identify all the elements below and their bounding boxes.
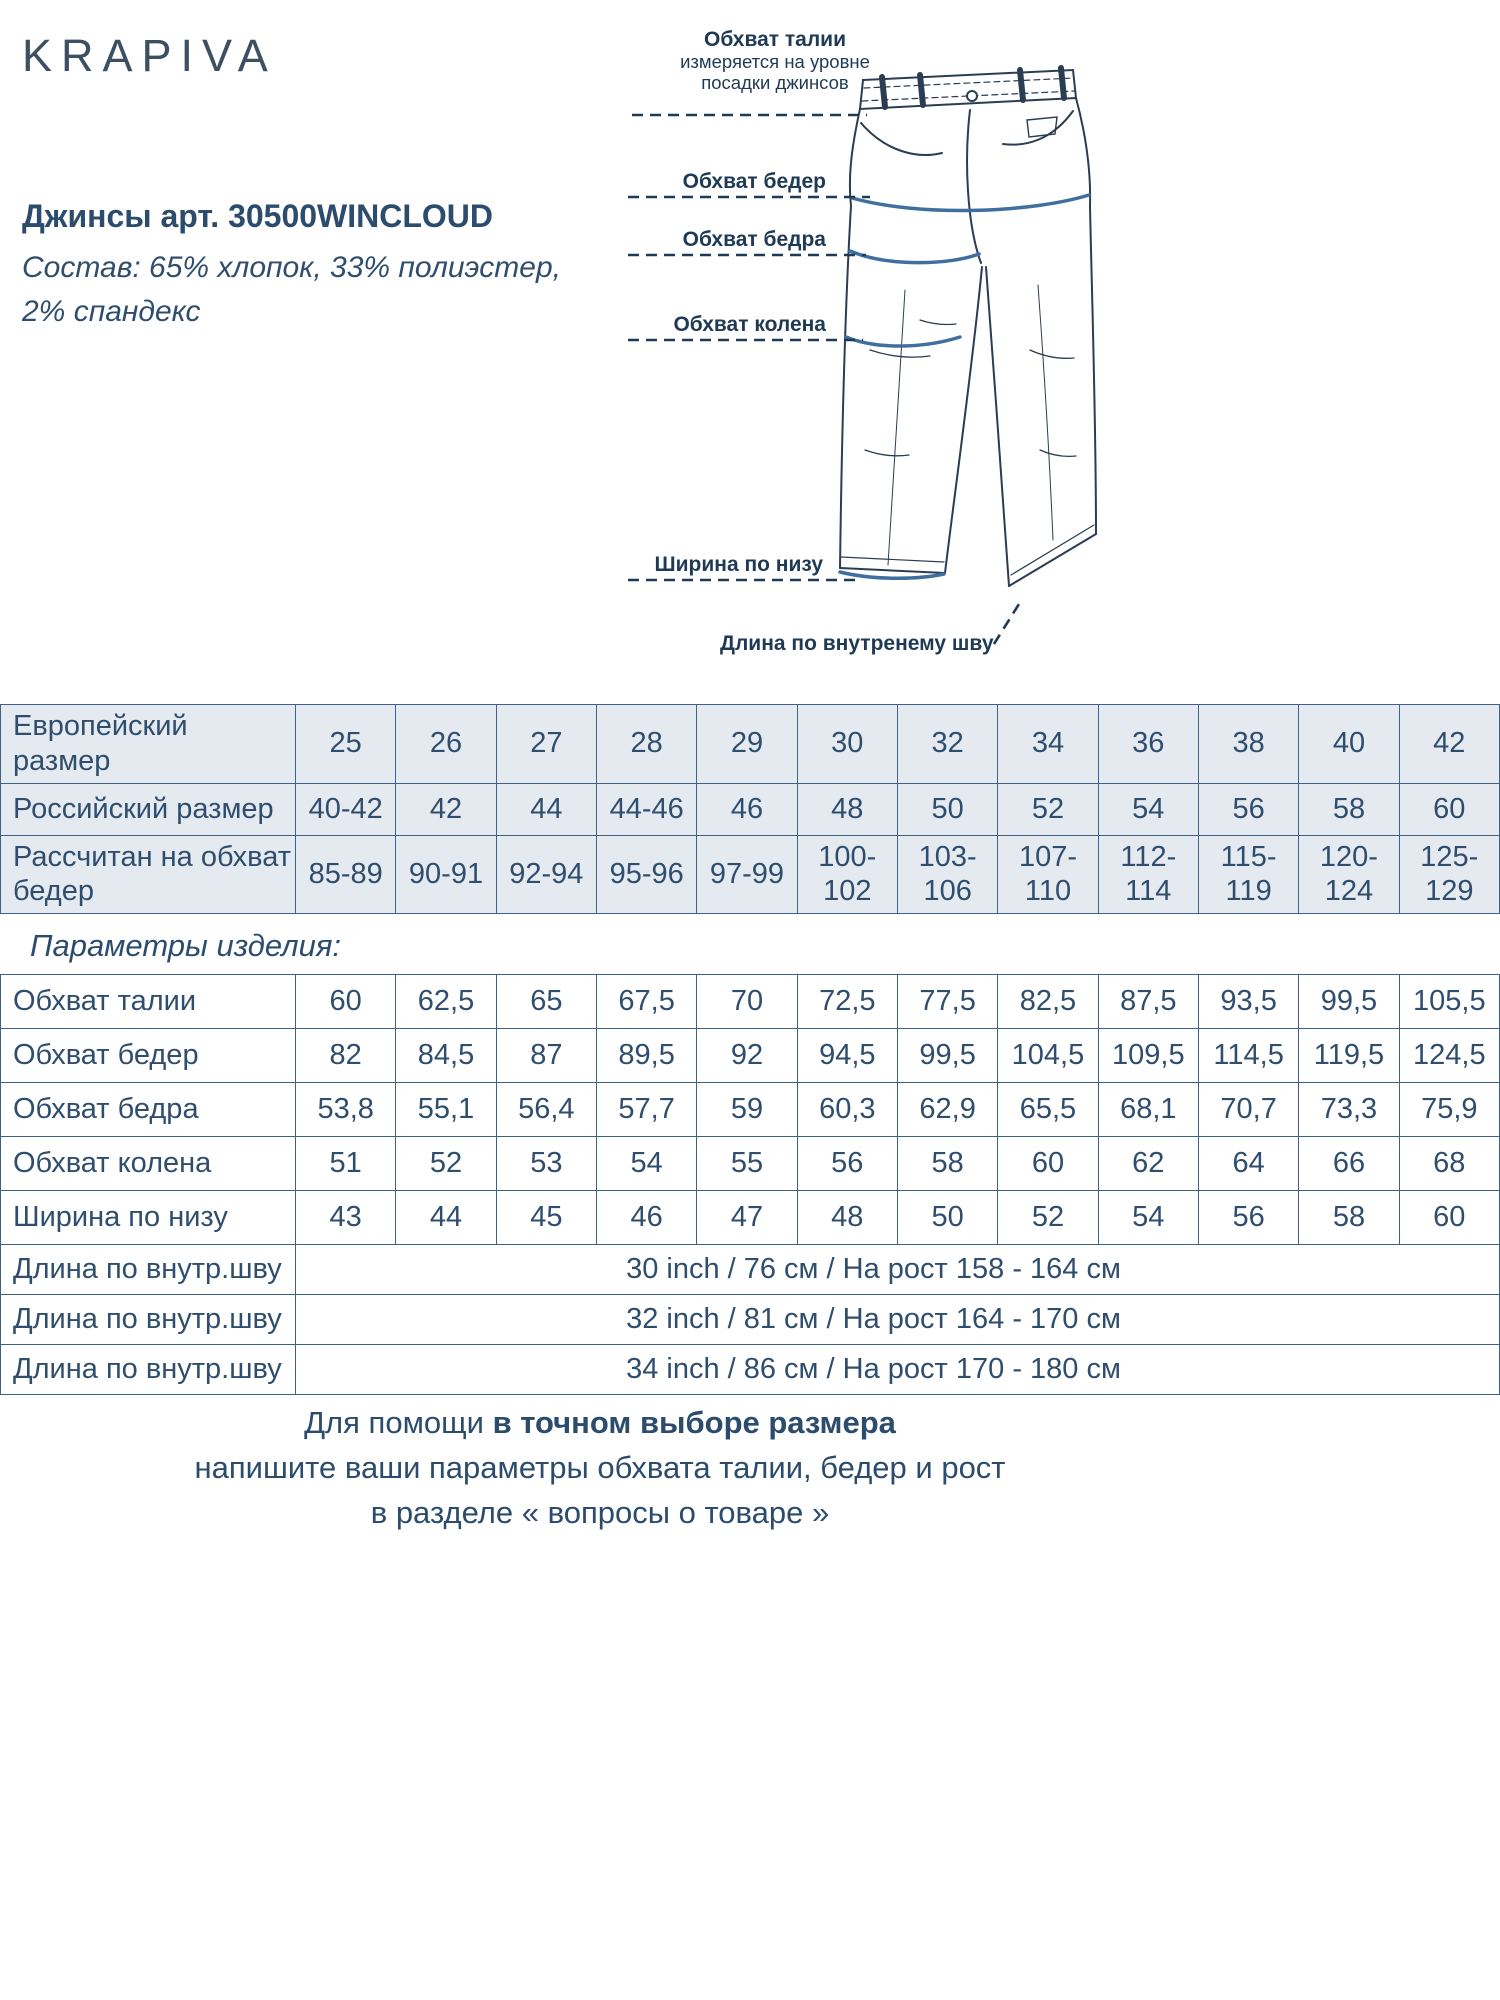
label-bottom-width: Ширина по низу [654, 553, 823, 576]
thigh-curve [850, 251, 979, 263]
table-cell: 55,1 [396, 1083, 496, 1137]
table-cell: 25 [296, 705, 396, 784]
table-cell: 103-106 [897, 835, 997, 914]
table-cell: 59 [697, 1083, 797, 1137]
table-row [1, 783, 1500, 835]
table-cell: 53,8 [296, 1083, 396, 1137]
table-cell: 54 [1098, 1191, 1198, 1245]
table-cell: 62,9 [897, 1083, 997, 1137]
footer-line-1-bold: в точном выборе размера [492, 1405, 896, 1440]
table-cell: 64 [1198, 1137, 1298, 1191]
jeans-illustration [620, 20, 1180, 690]
product-parameters-table [0, 974, 1500, 1395]
table-cell: 56,4 [496, 1083, 596, 1137]
table-cell: 115-119 [1198, 835, 1298, 914]
table-cell: 104,5 [998, 1029, 1098, 1083]
table-cell: 114,5 [1198, 1029, 1298, 1083]
table-cell: 75,9 [1399, 1083, 1499, 1137]
fly-seam [967, 110, 981, 263]
table-row [1, 1295, 1500, 1345]
table-cell: 50 [897, 1191, 997, 1245]
table-cell: 124,5 [1399, 1029, 1499, 1083]
table-cell: 58 [1299, 783, 1399, 835]
table-cell: 120-124 [1299, 835, 1399, 914]
table-cell: 26 [396, 705, 496, 784]
footer-line-1 [0, 1405, 1200, 1441]
table-cell: 97-99 [697, 835, 797, 914]
table-cell: 58 [897, 1137, 997, 1191]
table-cell: 92 [697, 1029, 797, 1083]
table-cell: 56 [1198, 1191, 1298, 1245]
table-cell: 32 [897, 705, 997, 784]
table-cell: 48 [797, 1191, 897, 1245]
row-label: Российский размер [1, 783, 296, 835]
label-knee: Обхват колена [673, 313, 826, 336]
table-cell: 77,5 [897, 975, 997, 1029]
table-cell: 47 [697, 1191, 797, 1245]
table-cell: 62 [1098, 1137, 1198, 1191]
table-row [1, 705, 1500, 784]
table-row [1, 835, 1500, 914]
table-cell: 65 [496, 975, 596, 1029]
measurement-curves [840, 195, 1089, 578]
table-cell: 56 [1198, 783, 1298, 835]
label-waist [660, 28, 890, 94]
right-inseam [986, 267, 1009, 586]
table-cell: 51 [296, 1137, 396, 1191]
table-cell: 67,5 [596, 975, 696, 1029]
table-cell: 56 [797, 1137, 897, 1191]
size-conversion-table [0, 704, 1500, 914]
product-title: Джинсы арт. 30500WINCLOUD [22, 198, 494, 234]
table-cell: 68 [1399, 1137, 1499, 1191]
table-cell: 60 [1399, 783, 1499, 835]
waistband [860, 70, 1076, 109]
table-cell: 87,5 [1098, 975, 1198, 1029]
table-cell: 44 [396, 1191, 496, 1245]
hips-curve [852, 195, 1089, 210]
table-cell: 44-46 [596, 783, 696, 835]
row-label: Длина по внутр.шву [1, 1245, 296, 1295]
table-cell: 46 [596, 1191, 696, 1245]
waist-label-text: Обхват талии [703, 28, 847, 51]
table-cell: 44 [496, 783, 596, 835]
table-cell: 107-110 [998, 835, 1098, 914]
table-cell: 45 [496, 1191, 596, 1245]
row-label: Ширина по низу [1, 1191, 296, 1245]
row-label: Обхват бедер [1, 1029, 296, 1083]
table-cell: 105,5 [1399, 975, 1499, 1029]
table-cell: 84,5 [396, 1029, 496, 1083]
label-thigh: Обхват бедра [682, 228, 826, 251]
params-heading: Параметры изделия: [30, 928, 342, 964]
waist-note-1: измеряется на уровне [680, 51, 870, 73]
inseam-measure-line [994, 604, 1019, 644]
table-cell: 30 [797, 705, 897, 784]
table-cell: 55 [697, 1137, 797, 1191]
table-cell: 65,5 [998, 1083, 1098, 1137]
left-pocket [861, 123, 942, 155]
table-cell: 92-94 [496, 835, 596, 914]
table-row [1, 975, 1500, 1029]
footer-line-1-regular: Для помощи [304, 1405, 493, 1440]
jeans-measurement-diagram [620, 20, 1180, 690]
table-cell: 36 [1098, 705, 1198, 784]
footer-note [0, 1405, 1200, 1540]
table-cell: 72,5 [797, 975, 897, 1029]
brand-logo: KRAPIVA [22, 30, 277, 81]
table-cell: 43 [296, 1191, 396, 1245]
table-cell: 82,5 [998, 975, 1098, 1029]
table-cell: 99,5 [897, 1029, 997, 1083]
table-cell: 52 [998, 1191, 1098, 1245]
table-cell: 57,7 [596, 1083, 696, 1137]
table-span-cell: 30 inch / 76 см / На рост 158 - 164 см [296, 1245, 1500, 1295]
table-cell: 60 [296, 975, 396, 1029]
waist-note-2: посадки джинсов [701, 72, 849, 94]
table-cell: 42 [396, 783, 496, 835]
table-cell: 34 [998, 705, 1098, 784]
knee-curve [846, 337, 960, 346]
table-cell: 125-129 [1399, 835, 1499, 914]
table-cell: 109,5 [1098, 1029, 1198, 1083]
table-cell: 58 [1299, 1191, 1399, 1245]
table-span-cell: 34 inch / 86 см / На рост 170 - 180 см [296, 1345, 1500, 1395]
table-cell: 66 [1299, 1137, 1399, 1191]
table-cell: 28 [596, 705, 696, 784]
table-cell: 38 [1198, 705, 1298, 784]
table-cell: 99,5 [1299, 975, 1399, 1029]
table-cell: 70 [697, 975, 797, 1029]
right-pocket [1003, 111, 1073, 145]
table-cell: 42 [1399, 705, 1499, 784]
table-row [1, 1029, 1500, 1083]
composition-line-1: Состав: 65% хлопок, 33% полиэстер, [22, 251, 561, 284]
table-cell: 29 [697, 705, 797, 784]
row-label: Длина по внутр.шву [1, 1345, 296, 1395]
table-cell: 48 [797, 783, 897, 835]
table-row [1, 1345, 1500, 1395]
composition-line-2: 2% спандекс [22, 294, 201, 328]
table-cell: 87 [496, 1029, 596, 1083]
table-cell: 60 [1399, 1191, 1499, 1245]
table-cell: 90-91 [396, 835, 496, 914]
table-cell: 73,3 [1299, 1083, 1399, 1137]
row-label: Обхват колена [1, 1137, 296, 1191]
footer-line-3: в разделе « вопросы о товаре » [370, 1495, 830, 1530]
table-cell: 60 [998, 1137, 1098, 1191]
table-cell: 60,3 [797, 1083, 897, 1137]
left-inseam [945, 267, 982, 573]
table-cell: 95-96 [596, 835, 696, 914]
table-cell: 70,7 [1198, 1083, 1298, 1137]
table-cell: 54 [596, 1137, 696, 1191]
table-cell: 40 [1299, 705, 1399, 784]
row-label: Европейский размер [1, 705, 296, 784]
table-row [1, 1137, 1500, 1191]
waist-button [967, 91, 977, 101]
row-label: Длина по внутр.шву [1, 1295, 296, 1345]
right-hem [1009, 534, 1096, 586]
table-row [1, 1191, 1500, 1245]
table-cell: 62,5 [396, 975, 496, 1029]
table-cell: 112-114 [1098, 835, 1198, 914]
table-cell: 27 [496, 705, 596, 784]
table-cell: 52 [396, 1137, 496, 1191]
label-inseam: Длина по внутренему шву [720, 632, 994, 655]
product-composition [22, 246, 561, 333]
table-cell: 85-89 [296, 835, 396, 914]
table-cell: 54 [1098, 783, 1198, 835]
table-cell: 119,5 [1299, 1029, 1399, 1083]
table-cell: 50 [897, 783, 997, 835]
footer-line-2: напишите ваши параметры обхвата талии, бедер и рост [194, 1450, 1006, 1485]
table-cell: 100-102 [797, 835, 897, 914]
table-span-cell: 32 inch / 81 см / На рост 164 - 170 см [296, 1295, 1500, 1345]
table-cell: 94,5 [797, 1029, 897, 1083]
jeans-outline [840, 68, 1096, 586]
header-section [0, 0, 1500, 700]
left-hem [840, 568, 945, 573]
table-row [1, 1245, 1500, 1295]
row-label: Обхват талии [1, 975, 296, 1029]
table-cell: 68,1 [1098, 1083, 1198, 1137]
row-label: Рассчитан на обхват бедер [1, 835, 296, 914]
table-cell: 52 [998, 783, 1098, 835]
table-cell: 40-42 [296, 783, 396, 835]
table-cell: 89,5 [596, 1029, 696, 1083]
coin-pocket [1027, 117, 1057, 137]
table-cell: 82 [296, 1029, 396, 1083]
row-label: Обхват бедра [1, 1083, 296, 1137]
table-row [1, 1083, 1500, 1137]
table-cell: 53 [496, 1137, 596, 1191]
label-hips: Обхват бедер [682, 170, 826, 193]
table-cell: 46 [697, 783, 797, 835]
right-outseam [1076, 98, 1096, 534]
table-cell: 93,5 [1198, 975, 1298, 1029]
